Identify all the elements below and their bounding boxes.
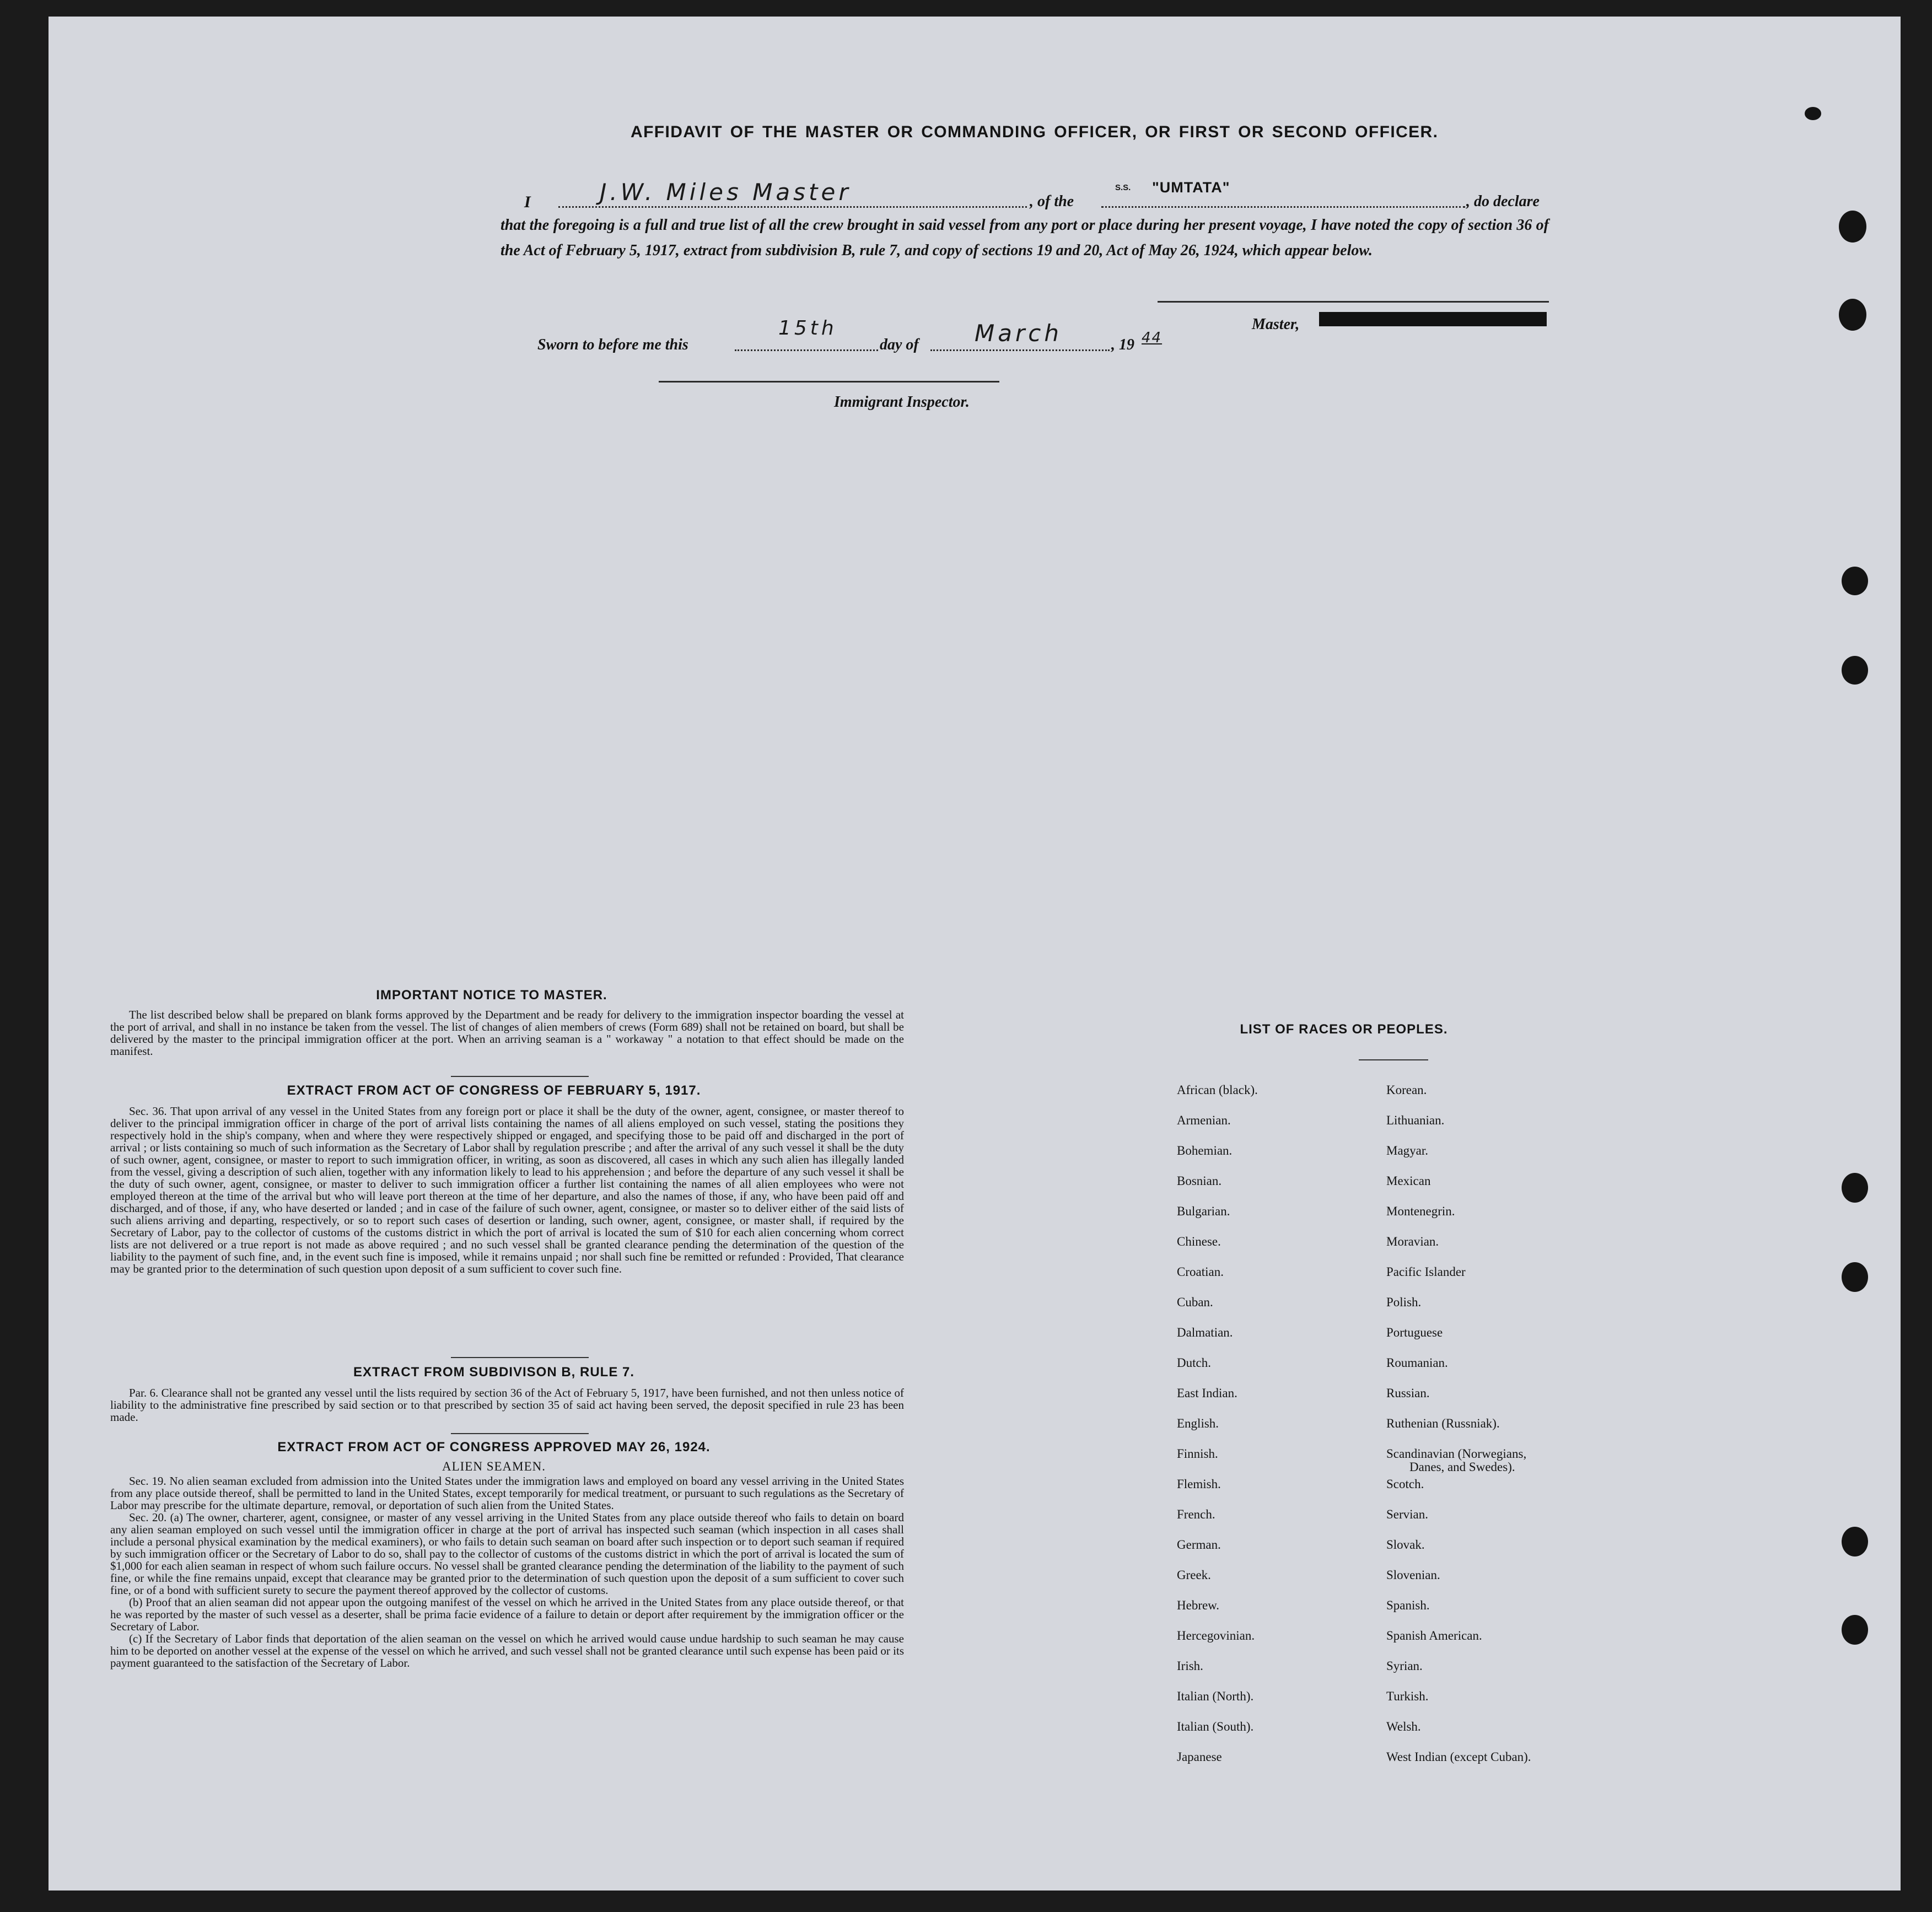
race-item: Flemish. (1177, 1477, 1221, 1491)
race-item: Bohemian. (1177, 1144, 1233, 1157)
extract-1924-body (110, 1475, 904, 1669)
day-handwritten: 15th (778, 317, 837, 340)
race-item: Roumanian. (1386, 1356, 1448, 1370)
race-item: Slovenian. (1386, 1568, 1440, 1582)
races-title: LIST OF RACES OR PEOPLES. (1240, 1022, 1448, 1037)
divider (451, 1357, 589, 1358)
inspector-label: Immigrant Inspector. (834, 394, 970, 411)
race-item: Japanese (1177, 1750, 1222, 1764)
punch-hole (1842, 1527, 1868, 1556)
race-item: Mexican (1386, 1174, 1431, 1188)
race-item: Italian (North). (1177, 1689, 1254, 1703)
race-item: East Indian. (1177, 1386, 1237, 1400)
race-item: French. (1177, 1507, 1215, 1521)
race-item: Portuguese (1386, 1326, 1443, 1339)
race-item: Moravian. (1386, 1235, 1439, 1248)
race-item: Cuban. (1177, 1295, 1213, 1309)
race-item: Dutch. (1177, 1356, 1211, 1370)
alien-seamen-subtitle: ALIEN SEAMEN. (442, 1459, 546, 1473)
sec-20a-text: Sec. 20. (a) The owner, charterer, agent, consignee, or master of any vessel arriving in the United States from any place outside thereof who fails to detain on board any alien seaman employed on such vessel until the immigration officer in charge at the port of arrival has inspected such seaman (which inspection in all cases shall include a personal physical examination by the medical examiners), or who fails to detain such seaman on board after such inspection or to deport such seaman if required by such immigration officer or the Secretary of Labor to do so, shall pay to the collector of customs of the customs district in which the port of arrival is located the sum of $1,000 for each alien seaman in respect of whom such failure occurs. No vessel shall be granted clearance pending the determination of the liability to the payment of such fine, or while the fine remains unpaid, except that clearance may be granted prior to the determination of such question upon the deposit of a sum sufficient to cover such fine, or of a bond with sufficient surety to secure the payment thereof approved by the collector of customs. (110, 1511, 904, 1597)
do-declare-label: , do declare (1466, 193, 1540, 210)
race-item: Magyar. (1386, 1144, 1429, 1157)
race-item: Bulgarian. (1177, 1204, 1230, 1218)
race-item: Slovak. (1386, 1538, 1425, 1552)
race-item: Croatian. (1177, 1265, 1224, 1279)
vessel-name: "UMTATA" (1152, 179, 1230, 196)
race-item: Servian. (1386, 1507, 1429, 1521)
race-item: Hebrew. (1177, 1598, 1220, 1612)
declaration-text: that the foregoing is a full and true list of all the crew brought in said vessel from any port or place during her present voyage, I have noted the copy of section 36 of the Act of February 5, 1917, extract from subdivision B, rule 7, and copy of sections 19 and 20, Act of May 26, 1924, which appear below. (501, 217, 1549, 259)
notice-text: The list described below shall be prepared on blank forms approved by the Department and be ready for delivery to the immigration inspector boarding the vessel at the port of arrival, and shall in no instance be taken from the vessel. The list of changes of alien members of crews (Form 689) shall not be retained on board, but shall be delivered by the master to the principal immigration officer at the port. When an arriving seaman is a " workaway " a notation to that effect should be made on the manifest. (110, 1008, 904, 1058)
race-item: Polish. (1386, 1295, 1422, 1309)
race-item: Pacific Islander (1386, 1265, 1466, 1279)
punch-hole (1842, 567, 1868, 595)
sec-19-text: Sec. 19. No alien seaman excluded from admission into the United States under the immigration laws and employed on board any vessel arriving in the United States from any place outside thereof, shall be permitted to land in the United States, except temporarily for medical treatment, or pursuant to such regulations as the Secretary of Labor may prescribe for the ultimate departure, removal, or deportation of such alien from the United States. (110, 1474, 904, 1512)
race-item: Chinese. (1177, 1235, 1221, 1248)
race-item: Korean. (1386, 1083, 1427, 1097)
affidavit-title: AFFIDAVIT OF THE MASTER OR COMMANDING OFFICER, OR FIRST OR SECOND OFFICER. (631, 123, 1439, 141)
race-item: Finnish. (1177, 1447, 1218, 1461)
race-item: Scandinavian (Norwegians, (1386, 1447, 1527, 1461)
punch-hole (1842, 1173, 1868, 1203)
race-item: Dalmatian. (1177, 1326, 1233, 1339)
notice-title: IMPORTANT NOTICE TO MASTER. (376, 988, 607, 1003)
punch-hole (1842, 1262, 1868, 1292)
i-label: I (524, 193, 531, 211)
inspector-signature-line (659, 381, 999, 383)
ss-prefix: S.S. (1115, 183, 1131, 192)
punch-hole (1839, 211, 1866, 243)
master-name-handwritten: J.W. Miles Master (600, 179, 852, 206)
ink-mark (1805, 107, 1821, 120)
vessel-line (1101, 206, 1465, 208)
year-handwritten: 44 (1142, 330, 1163, 346)
race-item: Lithuanian. (1386, 1113, 1445, 1127)
race-item: Italian (South). (1177, 1720, 1254, 1733)
race-item: Greek. (1177, 1568, 1211, 1582)
races-right-column (1386, 1083, 1651, 1794)
races-title-rule (1359, 1059, 1428, 1060)
document-page (49, 17, 1901, 1891)
race-item: Russian. (1386, 1386, 1430, 1400)
extract-1917-title: EXTRACT FROM ACT OF CONGRESS OF FEBRUARY 5, 1917. (287, 1083, 701, 1098)
race-item-continuation: Danes, and Swedes). (1409, 1460, 1515, 1474)
races-left-column (1177, 1083, 1386, 1794)
race-item: Bosnian. (1177, 1174, 1222, 1188)
redaction-bar (1319, 312, 1547, 326)
race-item: West Indian (except Cuban). (1386, 1750, 1531, 1764)
month-handwritten: March (975, 320, 1062, 347)
master-label: Master, (1252, 316, 1300, 333)
sec-20b-text: (b) Proof that an alien seaman did not appear upon the outgoing manifest of the vessel on which he arrived in the United States from any place outside thereof, or that he was reported by the master of such vessel as a deserter, shall be prima facie evidence of a failure to detain or deport after requirement by the immigration officer or the Secretary of Labor. (110, 1596, 904, 1633)
race-item: Irish. (1177, 1659, 1203, 1673)
year-prefix: , 19 (1111, 336, 1134, 353)
race-item: Welsh. (1386, 1720, 1421, 1733)
race-item: English. (1177, 1417, 1219, 1430)
race-item: Scotch. (1386, 1477, 1424, 1491)
subdivision-text: Par. 6. Clearance shall not be granted any vessel until the lists required by section 36 of the Act of February 5, 1917, have been furnished, and not then unless notice of liability to the administrative fine prescribed by said section or to that prescribed by section 35 of said act having been served, the deposit specified in rule 23 has been made. (110, 1386, 904, 1424)
master-signature-line (1158, 301, 1549, 303)
race-item: Armenian. (1177, 1113, 1231, 1127)
race-item: Spanish. (1386, 1598, 1430, 1612)
of-the-label: , of the (1030, 193, 1074, 210)
punch-hole (1839, 299, 1866, 331)
day-of-label: day of (880, 336, 919, 353)
race-item: Ruthenian (Russniak). (1386, 1417, 1500, 1430)
day-line (735, 349, 878, 351)
month-line (930, 349, 1110, 351)
race-item: Turkish. (1386, 1689, 1429, 1703)
subdivision-title: EXTRACT FROM SUBDIVISON B, RULE 7. (353, 1365, 635, 1380)
race-item: Spanish American. (1386, 1629, 1482, 1642)
race-item: Montenegrin. (1386, 1204, 1455, 1218)
divider (451, 1433, 589, 1434)
extract-1924-title: EXTRACT FROM ACT OF CONGRESS APPROVED MAY 26, 1924. (277, 1440, 711, 1455)
punch-hole (1842, 1615, 1868, 1645)
divider (451, 1076, 589, 1077)
extract-1917-text: Sec. 36. That upon arrival of any vessel in the United States from any foreign port or place it shall be the duty of the owner, agent, consignee, or master thereof to deliver to the principal immigration officer in charge of the port of arrival lists containing the names of all aliens employed on such vessel, stating the positions they respectively hold in the ship's company, when and where they were respectively shipped or engaged, and specifying those to be paid off and discharged in the port of arrival ; or lists containing so much of such information as the Secretary of Labor shall by regulation prescribe ; and after the arrival of any such vessel it shall be the duty of such owner, agent, consignee, or master to report to such immigration officer, in writing, as soon as discovered, all cases in which any such alien has illegally landed from the vessel, giving a description of such alien, together with any information likely to lead to his apprehension ; and before the departure of any such vessel it shall be the duty of such owner, agent, consignee, or master to deliver to such immigration officer a further list containing the names of all alien employees who were not employed thereon at the time of the arrival but who will leave port thereon at the time of her departure, and also the names of those, if any, who have been paid off and discharged, and of those, if any, who have deserted or landed ; and in case of the failure of such owner, agent, consignee, or master so to deliver either of the said lists of such aliens arriving and departing, respectively, or so to report such cases of desertion or landing, such owner, agent, consignee, or master shall, if required by the Secretary of Labor, pay to the collector of customs of the customs district in which the port of arrival is located the sum of $10 for each alien concerning whom correct lists are not delivered or a true report is not made as above required ; and no such vessel shall be granted clearance pending the determination of the question of the liability to the payment of such fine, and, in the event such fine is imposed, while it remains unpaid ; nor shall such fine be remitted or refunded : Provided, That clearance may be granted prior to the determination of such question upon deposit of a sum sufficient to cover such fine. (110, 1105, 904, 1275)
sworn-label: Sworn to before me this (537, 336, 688, 353)
race-item: African (black). (1177, 1083, 1258, 1097)
race-item: German. (1177, 1538, 1221, 1552)
race-item: Hercegovinian. (1177, 1629, 1255, 1642)
race-item: Syrian. (1386, 1659, 1423, 1673)
sec-20c-text: (c) If the Secretary of Labor finds that deportation of the alien seaman on the vessel on which he arrived would cause undue hardship to such seaman he may cause him to be deported on another vessel at the expense of the vessel on which he arrived, and such vessel shall not be granted clearance until such expense has been paid or its payment guaranteed to the satisfaction of the Secretary of Labor. (110, 1632, 904, 1669)
punch-hole (1842, 656, 1868, 685)
name-line (558, 206, 1027, 208)
